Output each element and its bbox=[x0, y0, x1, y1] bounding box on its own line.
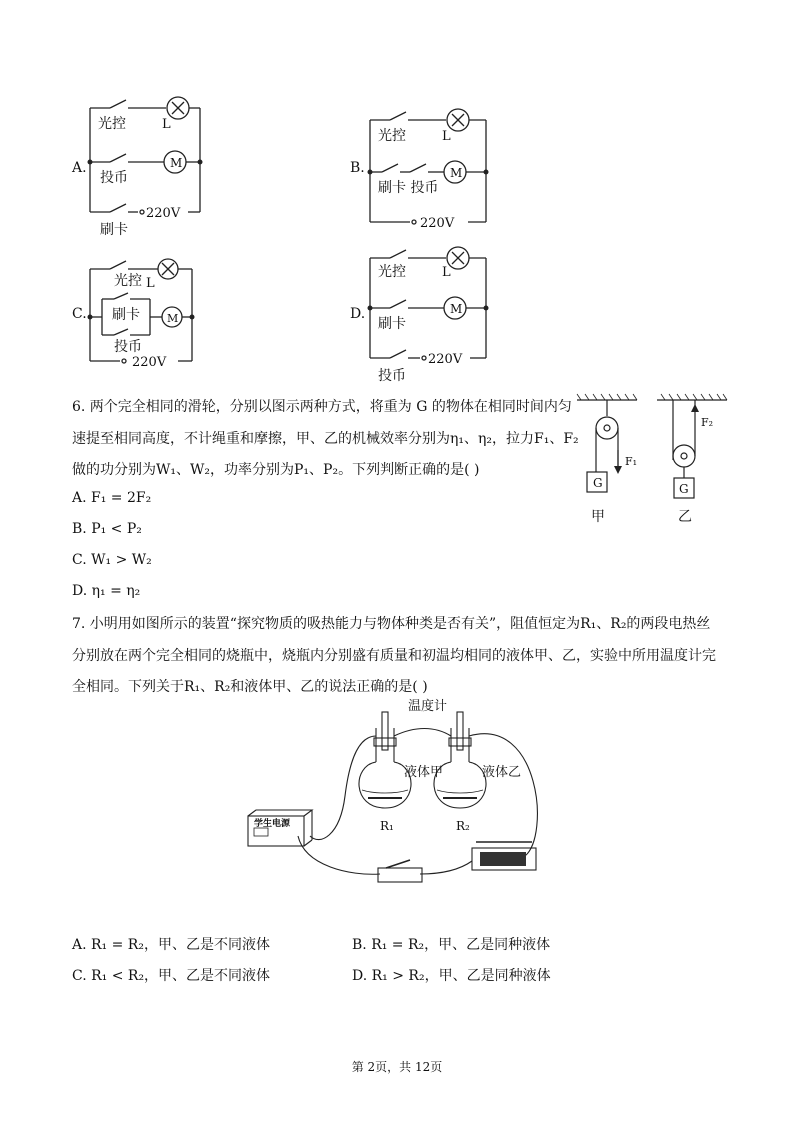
q6-option-b[interactable]: B. P₁ < P₂ bbox=[72, 521, 142, 537]
circuit-diagram-c bbox=[70, 255, 220, 375]
figure-label-jia: 甲 bbox=[591, 509, 605, 525]
circuit-diagram-b bbox=[350, 104, 500, 234]
voltage-label-d: 220V bbox=[428, 352, 463, 367]
motor-symbol-b: M bbox=[450, 166, 463, 180]
q6-stem-line1: 6. 两个完全相同的滑轮，分别以图示两种方式，将重为 G 的物体在相同时间内匀 bbox=[72, 399, 572, 415]
resistor-r1-label: R₁ bbox=[380, 819, 394, 833]
heating-experiment-diagram bbox=[240, 696, 560, 908]
q7-option-a[interactable]: A. R₁ = R₂，甲、乙是不同液体 bbox=[72, 937, 270, 953]
option-letter-b: B. bbox=[350, 160, 365, 176]
pulley-weight-label-jia: G bbox=[593, 476, 603, 490]
liquid-yi-label: 液体乙 bbox=[482, 765, 522, 780]
pulley-figure bbox=[575, 390, 735, 534]
q6-stem-line2: 速提至相同高度，不计绳重和摩擦，甲、乙的机械效率分别为η₁、η₂，拉力F₁、F₂ bbox=[72, 431, 579, 447]
q7-stem-line1: 7. 小明用如图所示的装置“探究物质的吸热能力与物体种类是否有关”，阻值恒定为R₁、R₂的两段电热丝 bbox=[72, 616, 711, 632]
heating-experiment-figure bbox=[240, 696, 560, 912]
circuit-diagram-a bbox=[70, 92, 220, 242]
card-coin-label-b: 刷卡 投币 bbox=[378, 180, 439, 196]
force2-label: F₂ bbox=[701, 416, 714, 429]
coin-label-a: 投币 bbox=[100, 170, 128, 186]
motor-symbol-a: M bbox=[170, 156, 183, 170]
voltage-label-c: 220V bbox=[132, 355, 167, 370]
q7-option-b[interactable]: B. R₁ = R₂，甲、乙是同种液体 bbox=[352, 937, 551, 953]
power-supply-label: 学生电源 bbox=[254, 819, 291, 829]
q7-stem-line3: 全相同。下列关于R₁、R₂和液体甲、乙的说法正确的是( ) bbox=[72, 679, 428, 695]
circuit-option-c bbox=[70, 255, 220, 379]
q6-option-d[interactable]: D. η₁ = η₂ bbox=[72, 583, 141, 599]
q7-option-d[interactable]: D. R₁ > R₂，甲、乙是同种液体 bbox=[352, 968, 551, 984]
light-control-label-d: 光控 bbox=[378, 264, 406, 280]
lamp-label-a: L bbox=[162, 117, 171, 132]
light-control-label-a: 光控 bbox=[98, 116, 126, 132]
pulley-diagram bbox=[575, 390, 735, 530]
motor-symbol-c: M bbox=[167, 312, 179, 325]
card-label-a: 刷卡 bbox=[100, 222, 128, 238]
light-control-label-b: 光控 bbox=[378, 128, 406, 144]
q7-option-c[interactable]: C. R₁ < R₂，甲、乙是不同液体 bbox=[72, 968, 271, 984]
option-letter-c: C. bbox=[72, 306, 87, 322]
lamp-label-b: L bbox=[442, 129, 451, 144]
option-letter-a: A. bbox=[72, 160, 87, 176]
circuit-option-b bbox=[350, 104, 500, 238]
force1-label: F₁ bbox=[625, 455, 638, 468]
card-label-d: 刷卡 bbox=[378, 316, 406, 332]
card-label-c: 刷卡 bbox=[112, 307, 140, 323]
liquid-jia-label: 液体甲 bbox=[404, 765, 444, 780]
figure-label-yi: 乙 bbox=[678, 509, 692, 525]
q7-stem-line2: 分别放在两个完全相同的烧瓶中，烧瓶内分别盛有质量和初温均相同的液体甲、乙，实验中所用温度计完 bbox=[72, 648, 716, 664]
thermometer-label: 温度计 bbox=[408, 699, 448, 714]
q6-option-a[interactable]: A. F₁ = 2F₂ bbox=[72, 490, 152, 506]
q6-stem-line3: 做的功分别为W₁、W₂，功率分别为P₁、P₂。下列判断正确的是( ) bbox=[72, 462, 480, 478]
q6-option-c[interactable]: C. W₁ > W₂ bbox=[72, 552, 152, 568]
resistor-r2-label: R₂ bbox=[456, 819, 470, 833]
coin-label-d: 投币 bbox=[378, 368, 406, 384]
option-letter-d: D. bbox=[350, 306, 366, 322]
coin-label-c: 投币 bbox=[114, 339, 142, 355]
lamp-label-c: L bbox=[146, 276, 155, 291]
circuit-diagram-d bbox=[350, 242, 500, 384]
circuit-option-a bbox=[70, 92, 220, 246]
pulley-weight-label-yi: G bbox=[679, 482, 689, 496]
voltage-label-b: 220V bbox=[420, 216, 455, 231]
light-control-label-c: 光控 bbox=[114, 273, 142, 289]
voltage-label-a: 220V bbox=[146, 206, 181, 221]
circuit-option-d bbox=[350, 242, 500, 388]
lamp-label-d: L bbox=[442, 265, 451, 280]
motor-symbol-d: M bbox=[450, 302, 463, 316]
page-footer: 第 2页，共 12页 bbox=[351, 1060, 443, 1074]
